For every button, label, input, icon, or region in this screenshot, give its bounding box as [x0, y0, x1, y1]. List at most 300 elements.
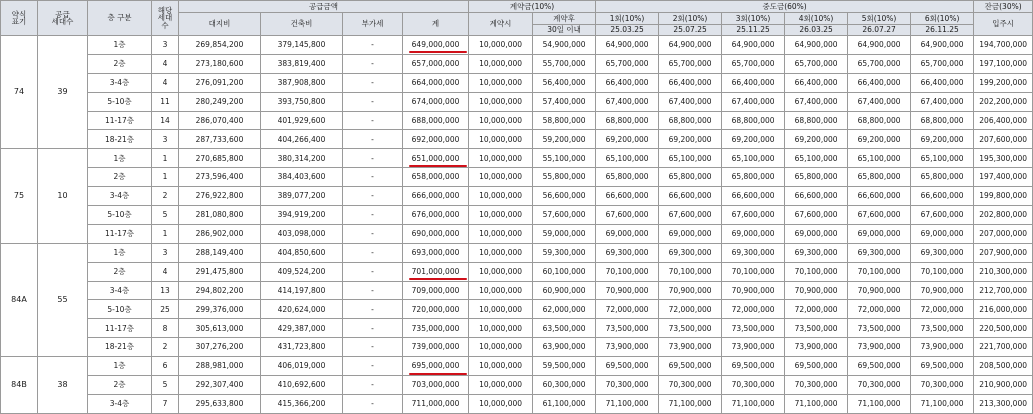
total-price-cell: 711,000,000	[403, 394, 469, 413]
middle-payment-cell: 70,100,000	[911, 262, 974, 281]
middle-payment-cell: 65,700,000	[659, 54, 722, 73]
middle-payment-cell: 67,400,000	[911, 92, 974, 111]
table-body	[1, 36, 1033, 414]
total-price-cell: 703,000,000	[403, 376, 469, 395]
household-count-cell: 5	[152, 376, 179, 395]
middle-payment-cell: 69,000,000	[596, 224, 659, 243]
land-price-cell: 305,613,000	[179, 319, 261, 338]
vat-cell: -	[343, 243, 403, 262]
middle-payment-cell: 71,100,000	[722, 394, 785, 413]
header-m2: 2회(10%)	[659, 13, 722, 25]
deposit-after-cell: 62,000,000	[533, 300, 596, 319]
land-price-cell: 299,376,000	[179, 300, 261, 319]
floor-cell: 2층	[88, 54, 152, 73]
middle-payment-cell: 65,100,000	[911, 149, 974, 168]
table-row	[1, 168, 1033, 187]
household-count-cell: 6	[152, 357, 179, 376]
deposit-after-cell: 55,700,000	[533, 54, 596, 73]
building-price-cell: 393,750,800	[261, 92, 343, 111]
header-m3-date: 25.11.25	[722, 25, 785, 36]
deposit-contract-cell: 10,000,000	[469, 338, 533, 357]
balance-cell: 213,300,000	[974, 394, 1033, 413]
middle-payment-cell: 66,600,000	[722, 187, 785, 206]
household-count-cell: 14	[152, 111, 179, 130]
table-row	[1, 111, 1033, 130]
building-price-cell: 383,819,400	[261, 54, 343, 73]
floor-cell: 3-4층	[88, 73, 152, 92]
table-row	[1, 149, 1033, 168]
household-count-cell: 11	[152, 92, 179, 111]
deposit-after-cell: 57,400,000	[533, 92, 596, 111]
floor-cell: 2층	[88, 376, 152, 395]
table-row	[1, 73, 1033, 92]
deposit-contract-cell: 10,000,000	[469, 243, 533, 262]
header-m5-date: 26.07.27	[848, 25, 911, 36]
middle-payment-cell: 65,700,000	[911, 54, 974, 73]
table-row	[1, 338, 1033, 357]
land-price-cell: 270,685,800	[179, 149, 261, 168]
header-count: 해당 세대 수	[152, 1, 179, 36]
household-count-cell: 4	[152, 262, 179, 281]
header-deposit: 계약금(10%)	[469, 1, 596, 13]
middle-payment-cell: 66,600,000	[848, 187, 911, 206]
household-count-cell: 3	[152, 243, 179, 262]
land-price-cell: 286,070,400	[179, 111, 261, 130]
deposit-after-cell: 60,300,000	[533, 376, 596, 395]
building-price-cell: 384,403,600	[261, 168, 343, 187]
balance-cell: 206,400,000	[974, 111, 1033, 130]
balance-cell: 197,100,000	[974, 54, 1033, 73]
deposit-after-cell: 55,100,000	[533, 149, 596, 168]
header-deposit-contract: 계약시	[469, 13, 533, 36]
floor-cell: 1층	[88, 149, 152, 168]
middle-payment-cell: 67,600,000	[785, 206, 848, 225]
household-count-cell: 2	[152, 338, 179, 357]
middle-payment-cell: 72,000,000	[848, 300, 911, 319]
balance-cell: 208,500,000	[974, 357, 1033, 376]
floor-cell: 11-17층	[88, 319, 152, 338]
middle-payment-cell: 67,600,000	[659, 206, 722, 225]
middle-payment-cell: 70,100,000	[785, 262, 848, 281]
middle-payment-cell: 69,000,000	[659, 224, 722, 243]
total-price-cell: 692,000,000	[403, 130, 469, 149]
floor-cell: 11-17층	[88, 111, 152, 130]
middle-payment-cell: 65,800,000	[785, 168, 848, 187]
middle-payment-cell: 70,300,000	[722, 376, 785, 395]
middle-payment-cell: 69,000,000	[722, 224, 785, 243]
total-price-cell: 658,000,000	[403, 168, 469, 187]
deposit-after-cell: 54,900,000	[533, 36, 596, 55]
middle-payment-cell: 70,300,000	[785, 376, 848, 395]
table-row	[1, 262, 1033, 281]
household-count-cell: 4	[152, 54, 179, 73]
balance-cell: 207,600,000	[974, 130, 1033, 149]
header-m6: 6회(10%)	[911, 13, 974, 25]
middle-payment-cell: 65,800,000	[848, 168, 911, 187]
middle-payment-cell: 65,100,000	[722, 149, 785, 168]
middle-payment-cell: 66,400,000	[911, 73, 974, 92]
middle-payment-cell: 69,000,000	[848, 224, 911, 243]
header-m6-date: 26.11.25	[911, 25, 974, 36]
total-price-cell: 674,000,000	[403, 92, 469, 111]
balance-cell: 199,800,000	[974, 187, 1033, 206]
table-row	[1, 243, 1033, 262]
middle-payment-cell: 69,300,000	[659, 243, 722, 262]
middle-payment-cell: 73,500,000	[848, 319, 911, 338]
middle-payment-cell: 73,500,000	[785, 319, 848, 338]
deposit-contract-cell: 10,000,000	[469, 262, 533, 281]
middle-payment-cell: 70,900,000	[848, 281, 911, 300]
vat-cell: -	[343, 262, 403, 281]
floor-cell: 5-10층	[88, 206, 152, 225]
balance-cell: 194,700,000	[974, 36, 1033, 55]
balance-cell: 207,900,000	[974, 243, 1033, 262]
middle-payment-cell: 69,500,000	[596, 357, 659, 376]
floor-cell: 1층	[88, 357, 152, 376]
middle-payment-cell: 65,100,000	[659, 149, 722, 168]
header-m5: 5회(10%)	[848, 13, 911, 25]
land-price-cell: 287,733,600	[179, 130, 261, 149]
middle-payment-cell: 71,100,000	[911, 394, 974, 413]
table-row	[1, 300, 1033, 319]
building-price-cell: 431,723,800	[261, 338, 343, 357]
balance-cell: 202,800,000	[974, 206, 1033, 225]
table-row	[1, 394, 1033, 413]
middle-payment-cell: 69,300,000	[722, 243, 785, 262]
floor-cell: 11-17층	[88, 224, 152, 243]
deposit-contract-cell: 10,000,000	[469, 130, 533, 149]
middle-payment-cell: 66,400,000	[848, 73, 911, 92]
vat-cell: -	[343, 319, 403, 338]
middle-payment-cell: 64,900,000	[848, 36, 911, 55]
middle-payment-cell: 70,300,000	[848, 376, 911, 395]
building-price-cell: 387,908,800	[261, 73, 343, 92]
middle-payment-cell: 71,100,000	[596, 394, 659, 413]
table-row	[1, 187, 1033, 206]
building-price-cell: 406,019,000	[261, 357, 343, 376]
deposit-after-cell: 59,300,000	[533, 243, 596, 262]
middle-payment-cell: 69,200,000	[722, 130, 785, 149]
middle-payment-cell: 70,900,000	[596, 281, 659, 300]
middle-payment-cell: 68,800,000	[659, 111, 722, 130]
header-vat: 부가세	[343, 13, 403, 36]
building-price-cell: 380,314,200	[261, 149, 343, 168]
middle-payment-cell: 65,700,000	[785, 54, 848, 73]
deposit-after-cell: 56,600,000	[533, 187, 596, 206]
floor-cell: 3-4층	[88, 187, 152, 206]
deposit-contract-cell: 10,000,000	[469, 92, 533, 111]
table-row	[1, 36, 1033, 55]
header-floor: 층 구분	[88, 1, 152, 36]
header-deposit-after: 계약후	[533, 13, 596, 25]
vat-cell: -	[343, 54, 403, 73]
deposit-after-cell: 59,000,000	[533, 224, 596, 243]
header-m1: 1회(10%)	[596, 13, 659, 25]
vat-cell: -	[343, 111, 403, 130]
middle-payment-cell: 69,200,000	[848, 130, 911, 149]
deposit-contract-cell: 10,000,000	[469, 281, 533, 300]
land-price-cell: 292,307,400	[179, 376, 261, 395]
unit-type-cell: 74	[1, 36, 38, 149]
middle-payment-cell: 72,000,000	[911, 300, 974, 319]
middle-payment-cell: 73,900,000	[785, 338, 848, 357]
vat-cell: -	[343, 92, 403, 111]
middle-payment-cell: 71,100,000	[785, 394, 848, 413]
middle-payment-cell: 67,600,000	[911, 206, 974, 225]
household-count-cell: 1	[152, 149, 179, 168]
middle-payment-cell: 70,100,000	[722, 262, 785, 281]
total-price-cell: 739,000,000	[403, 338, 469, 357]
deposit-contract-cell: 10,000,000	[469, 394, 533, 413]
building-price-cell: 389,077,200	[261, 187, 343, 206]
deposit-contract-cell: 10,000,000	[469, 376, 533, 395]
middle-payment-cell: 70,100,000	[848, 262, 911, 281]
balance-cell: 199,200,000	[974, 73, 1033, 92]
land-price-cell: 269,854,200	[179, 36, 261, 55]
building-price-cell: 410,692,600	[261, 376, 343, 395]
building-price-cell: 415,366,200	[261, 394, 343, 413]
deposit-contract-cell: 10,000,000	[469, 206, 533, 225]
middle-payment-cell: 70,900,000	[785, 281, 848, 300]
household-count-cell: 3	[152, 130, 179, 149]
land-price-cell: 307,276,200	[179, 338, 261, 357]
vat-cell: -	[343, 187, 403, 206]
table-row	[1, 206, 1033, 225]
middle-payment-cell: 64,900,000	[659, 36, 722, 55]
floor-cell: 18-21층	[88, 338, 152, 357]
unit-type-cell: 84B	[1, 357, 38, 414]
balance-cell: 221,700,000	[974, 338, 1033, 357]
unit-count-cell: 10	[38, 149, 88, 243]
land-price-cell: 280,249,200	[179, 92, 261, 111]
middle-payment-cell: 65,700,000	[848, 54, 911, 73]
deposit-after-cell: 59,500,000	[533, 357, 596, 376]
unit-count-cell: 55	[38, 243, 88, 356]
middle-payment-cell: 73,900,000	[848, 338, 911, 357]
vat-cell: -	[343, 73, 403, 92]
middle-payment-cell: 65,800,000	[659, 168, 722, 187]
middle-payment-cell: 68,800,000	[785, 111, 848, 130]
land-price-cell: 294,802,200	[179, 281, 261, 300]
header-m1-date: 25.03.25	[596, 25, 659, 36]
total-price-cell: 735,000,000	[403, 319, 469, 338]
middle-payment-cell: 68,800,000	[722, 111, 785, 130]
land-price-cell: 291,475,800	[179, 262, 261, 281]
middle-payment-cell: 65,100,000	[848, 149, 911, 168]
unit-type-cell: 84A	[1, 243, 38, 356]
total-price-cell: 657,000,000	[403, 54, 469, 73]
middle-payment-cell: 69,500,000	[659, 357, 722, 376]
middle-payment-cell: 73,500,000	[596, 319, 659, 338]
floor-cell: 2층	[88, 262, 152, 281]
middle-payment-cell: 68,800,000	[848, 111, 911, 130]
household-count-cell: 13	[152, 281, 179, 300]
deposit-after-cell: 55,800,000	[533, 168, 596, 187]
middle-payment-cell: 67,600,000	[596, 206, 659, 225]
deposit-after-cell: 60,900,000	[533, 281, 596, 300]
middle-payment-cell: 64,900,000	[722, 36, 785, 55]
middle-payment-cell: 69,500,000	[911, 357, 974, 376]
total-price-cell: 664,000,000	[403, 73, 469, 92]
header-type: 약식 표기	[1, 1, 38, 36]
total-price-cell: 695,000,000	[403, 357, 469, 376]
unit-type-cell: 75	[1, 149, 38, 243]
total-price-cell: 709,000,000	[403, 281, 469, 300]
land-price-cell: 288,981,000	[179, 357, 261, 376]
middle-payment-cell: 70,300,000	[659, 376, 722, 395]
table-row	[1, 376, 1033, 395]
deposit-after-cell: 56,400,000	[533, 73, 596, 92]
middle-payment-cell: 70,900,000	[659, 281, 722, 300]
household-count-cell: 1	[152, 224, 179, 243]
vat-cell: -	[343, 376, 403, 395]
deposit-contract-cell: 10,000,000	[469, 54, 533, 73]
building-price-cell: 429,387,000	[261, 319, 343, 338]
vat-cell: -	[343, 300, 403, 319]
total-price-cell: 666,000,000	[403, 187, 469, 206]
household-count-cell: 1	[152, 168, 179, 187]
table-row	[1, 130, 1033, 149]
building-price-cell: 409,524,200	[261, 262, 343, 281]
balance-cell: 210,900,000	[974, 376, 1033, 395]
middle-payment-cell: 66,600,000	[659, 187, 722, 206]
middle-payment-cell: 67,400,000	[596, 92, 659, 111]
table-row	[1, 319, 1033, 338]
header-balance-sub: 입주시	[974, 13, 1033, 36]
building-price-cell: 420,624,000	[261, 300, 343, 319]
vat-cell: -	[343, 36, 403, 55]
red-underline-mark	[409, 373, 467, 375]
header-deposit-after-30: 30일 이내	[533, 25, 596, 36]
middle-payment-cell: 69,200,000	[911, 130, 974, 149]
deposit-contract-cell: 10,000,000	[469, 357, 533, 376]
land-price-cell: 273,180,600	[179, 54, 261, 73]
floor-cell: 2층	[88, 168, 152, 187]
header-total: 계	[403, 13, 469, 36]
vat-cell: -	[343, 168, 403, 187]
vat-cell: -	[343, 357, 403, 376]
middle-payment-cell: 67,400,000	[722, 92, 785, 111]
middle-payment-cell: 68,800,000	[911, 111, 974, 130]
middle-payment-cell: 69,300,000	[785, 243, 848, 262]
middle-payment-cell: 65,700,000	[722, 54, 785, 73]
deposit-after-cell: 58,800,000	[533, 111, 596, 130]
middle-payment-cell: 65,100,000	[785, 149, 848, 168]
land-price-cell: 276,091,200	[179, 73, 261, 92]
header-m2-date: 25.07.25	[659, 25, 722, 36]
deposit-contract-cell: 10,000,000	[469, 111, 533, 130]
middle-payment-cell: 69,300,000	[848, 243, 911, 262]
middle-payment-cell: 70,900,000	[722, 281, 785, 300]
middle-payment-cell: 69,500,000	[722, 357, 785, 376]
red-underline-mark	[409, 278, 467, 280]
middle-payment-cell: 66,400,000	[785, 73, 848, 92]
middle-payment-cell: 71,100,000	[848, 394, 911, 413]
land-price-cell: 295,633,800	[179, 394, 261, 413]
middle-payment-cell: 64,900,000	[785, 36, 848, 55]
deposit-contract-cell: 10,000,000	[469, 149, 533, 168]
floor-cell: 3-4층	[88, 394, 152, 413]
middle-payment-cell: 72,000,000	[659, 300, 722, 319]
middle-payment-cell: 67,400,000	[785, 92, 848, 111]
household-count-cell: 2	[152, 187, 179, 206]
total-price-cell: 676,000,000	[403, 206, 469, 225]
middle-payment-cell: 65,700,000	[596, 54, 659, 73]
total-price-cell: 690,000,000	[403, 224, 469, 243]
balance-cell: 207,000,000	[974, 224, 1033, 243]
header-m4: 4회(10%)	[785, 13, 848, 25]
floor-cell: 1층	[88, 243, 152, 262]
middle-payment-cell: 69,000,000	[911, 224, 974, 243]
vat-cell: -	[343, 130, 403, 149]
middle-payment-cell: 65,100,000	[596, 149, 659, 168]
balance-cell: 202,200,000	[974, 92, 1033, 111]
floor-cell: 5-10층	[88, 300, 152, 319]
middle-payment-cell: 67,600,000	[722, 206, 785, 225]
middle-payment-cell: 65,800,000	[911, 168, 974, 187]
middle-payment-cell: 73,900,000	[911, 338, 974, 357]
middle-payment-cell: 66,400,000	[596, 73, 659, 92]
header-m4-date: 26.03.25	[785, 25, 848, 36]
deposit-contract-cell: 10,000,000	[469, 73, 533, 92]
household-count-cell: 8	[152, 319, 179, 338]
middle-payment-cell: 64,900,000	[596, 36, 659, 55]
middle-payment-cell: 69,500,000	[848, 357, 911, 376]
middle-payment-cell: 65,800,000	[722, 168, 785, 187]
middle-payment-cell: 73,900,000	[722, 338, 785, 357]
deposit-after-cell: 63,900,000	[533, 338, 596, 357]
floor-cell: 18-21층	[88, 130, 152, 149]
land-price-cell: 288,149,400	[179, 243, 261, 262]
middle-payment-cell: 66,400,000	[722, 73, 785, 92]
deposit-after-cell: 60,100,000	[533, 262, 596, 281]
building-price-cell: 404,850,600	[261, 243, 343, 262]
household-count-cell: 5	[152, 206, 179, 225]
middle-payment-cell: 72,000,000	[722, 300, 785, 319]
total-price-cell: 720,000,000	[403, 300, 469, 319]
deposit-contract-cell: 10,000,000	[469, 36, 533, 55]
deposit-contract-cell: 10,000,000	[469, 187, 533, 206]
middle-payment-cell: 73,500,000	[911, 319, 974, 338]
balance-cell: 220,500,000	[974, 319, 1033, 338]
middle-payment-cell: 69,200,000	[659, 130, 722, 149]
vat-cell: -	[343, 149, 403, 168]
middle-payment-cell: 67,400,000	[848, 92, 911, 111]
unit-count-cell: 39	[38, 36, 88, 149]
unit-count-cell: 38	[38, 357, 88, 414]
building-price-cell: 414,197,800	[261, 281, 343, 300]
deposit-contract-cell: 10,000,000	[469, 300, 533, 319]
deposit-contract-cell: 10,000,000	[469, 319, 533, 338]
header-land: 대지비	[179, 13, 261, 36]
total-price-cell: 688,000,000	[403, 111, 469, 130]
middle-payment-cell: 66,400,000	[659, 73, 722, 92]
vat-cell: -	[343, 206, 403, 225]
middle-payment-cell: 70,300,000	[596, 376, 659, 395]
middle-payment-cell: 67,600,000	[848, 206, 911, 225]
middle-payment-cell: 71,100,000	[659, 394, 722, 413]
floor-cell: 1층	[88, 36, 152, 55]
balance-cell: 197,400,000	[974, 168, 1033, 187]
land-price-cell: 281,080,800	[179, 206, 261, 225]
table-row	[1, 357, 1033, 376]
household-count-cell: 4	[152, 73, 179, 92]
middle-payment-cell: 70,900,000	[911, 281, 974, 300]
middle-payment-cell: 65,800,000	[596, 168, 659, 187]
building-price-cell: 401,929,600	[261, 111, 343, 130]
middle-payment-cell: 70,100,000	[596, 262, 659, 281]
middle-payment-cell: 69,000,000	[785, 224, 848, 243]
